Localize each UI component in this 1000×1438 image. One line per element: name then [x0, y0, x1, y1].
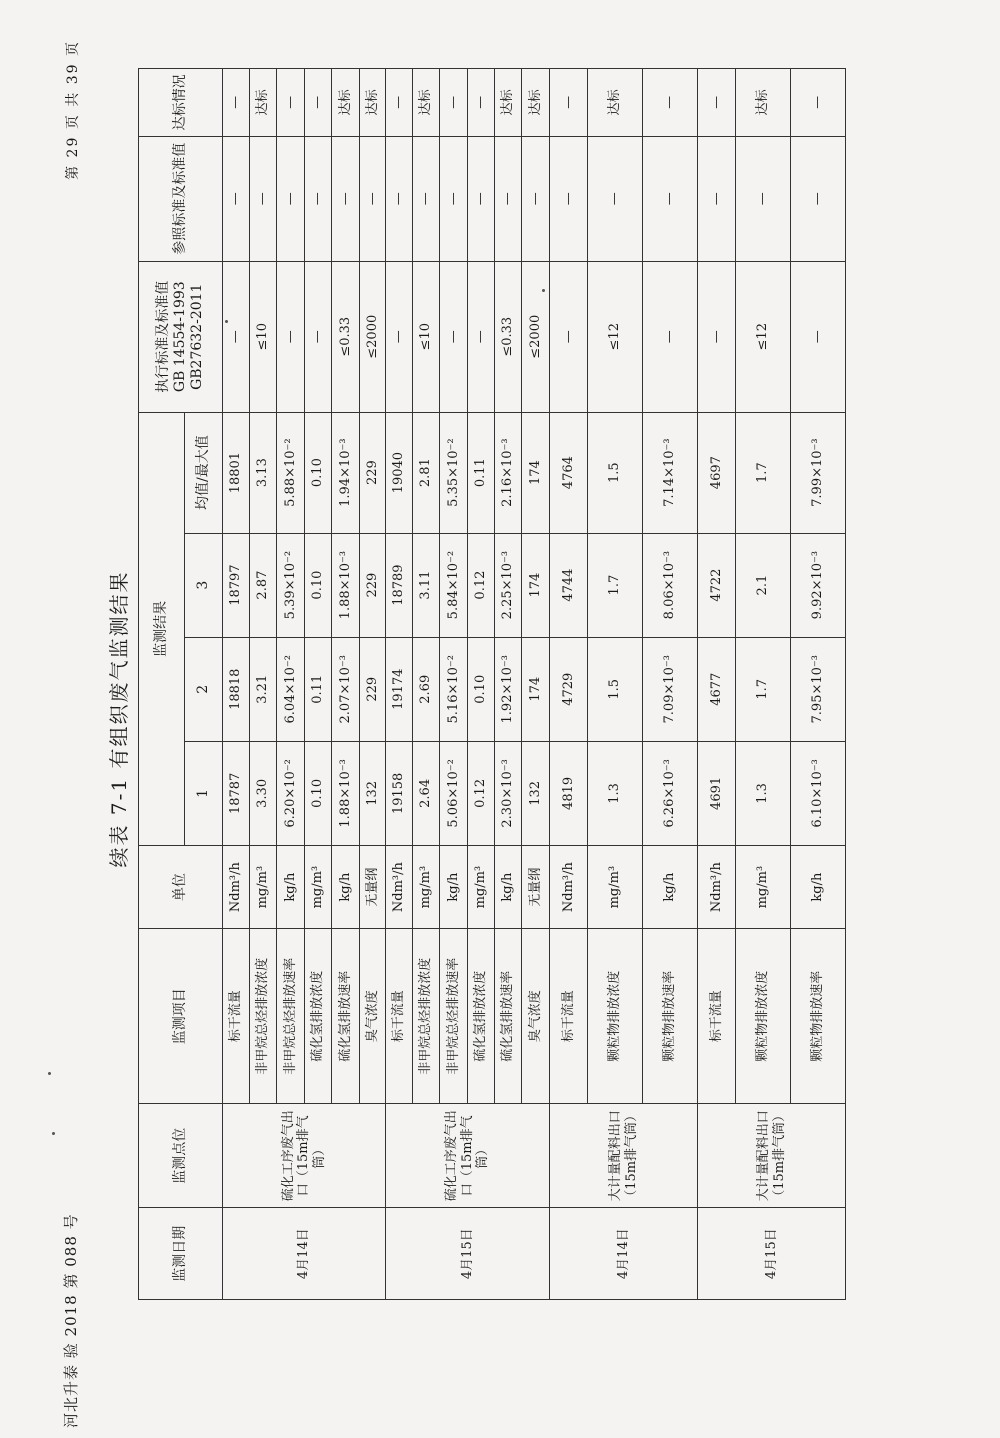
cell-ok: — [223, 69, 250, 137]
cell-item: 标干流量 [223, 929, 250, 1104]
cell-r2: 1.7 [736, 637, 791, 741]
cell-unit: 无量纲 [360, 845, 386, 928]
cell-r2: 1.5 [588, 637, 643, 741]
cell-r1: 2.64 [413, 741, 440, 845]
col-r2: 2 [185, 637, 223, 741]
cell-r2: 3.21 [250, 637, 277, 741]
cell-ok: — [643, 69, 698, 137]
cell-ref: — [250, 136, 277, 261]
cell-item: 硫化氢排放速率 [332, 929, 360, 1104]
cell-item: 非甲烷总烃排放浓度 [413, 929, 440, 1104]
cell-unit: Ndm³/h [386, 845, 413, 928]
cell-r1: 5.06×10⁻² [440, 741, 468, 845]
cell-r1: 0.10 [305, 741, 332, 845]
col-item: 监测项目 [139, 929, 223, 1104]
cell-r1: 6.10×10⁻³ [791, 741, 846, 845]
cell-ref: — [495, 136, 522, 261]
cell-ok: 达标 [413, 69, 440, 137]
cell-std: ≤2000 [360, 261, 386, 412]
cell-std: — [277, 261, 305, 412]
cell-r3: 4744 [550, 533, 588, 637]
cell-ref: — [277, 136, 305, 261]
cell-item: 颗粒物排放浓度 [588, 929, 643, 1104]
cell-r1: 1.3 [588, 741, 643, 845]
cell-item: 臭气浓度 [360, 929, 386, 1104]
cell-unit: Ndm³/h [698, 845, 736, 928]
cell-avg: 19040 [386, 412, 413, 533]
cell-r2: 2.07×10⁻³ [332, 637, 360, 741]
cell-unit: mg/m³ [413, 845, 440, 928]
cell-location: 大计量配料出口（15m排气筒） [698, 1104, 846, 1208]
cell-unit: mg/m³ [736, 845, 791, 928]
cell-r3: 9.92×10⁻³ [791, 533, 846, 637]
cell-item: 硫化氢排放浓度 [468, 929, 495, 1104]
cell-r3: 3.11 [413, 533, 440, 637]
cell-r2: 1.92×10⁻³ [495, 637, 522, 741]
cell-r3: 2.1 [736, 533, 791, 637]
cell-unit: Ndm³/h [550, 845, 588, 928]
cell-ok: 达标 [522, 69, 550, 137]
cell-avg: 2.16×10⁻³ [495, 412, 522, 533]
cell-avg: 229 [360, 412, 386, 533]
speck [542, 289, 545, 292]
cell-r3: 1.88×10⁻³ [332, 533, 360, 637]
cell-r2: 7.09×10⁻³ [643, 637, 698, 741]
cell-ok: 达标 [736, 69, 791, 137]
cell-date: 4月15日 [698, 1208, 846, 1300]
cell-item: 非甲烷总烃排放速率 [440, 929, 468, 1104]
cell-ok: 达标 [250, 69, 277, 137]
table-row [223, 69, 250, 1300]
table-title: 续表 7-1 有组织废气监测结果 [107, 570, 131, 868]
standard-2: GB27632-2011 [188, 283, 205, 390]
cell-ref: — [305, 136, 332, 261]
cell-ok: — [698, 69, 736, 137]
cell-item: 臭气浓度 [522, 929, 550, 1104]
page-info: 第 29 页 共 39 页 [65, 40, 81, 180]
cell-avg: 4764 [550, 412, 588, 533]
cell-ref: — [440, 136, 468, 261]
cell-avg: 0.11 [468, 412, 495, 533]
cell-ok: 达标 [332, 69, 360, 137]
table-body [223, 69, 846, 1300]
cell-std: — [550, 261, 588, 412]
cell-r3: 5.84×10⁻² [440, 533, 468, 637]
cell-unit: kg/h [277, 845, 305, 928]
cell-unit: kg/h [332, 845, 360, 928]
cell-avg: 174 [522, 412, 550, 533]
cell-ref: — [360, 136, 386, 261]
cell-r1: 4819 [550, 741, 588, 845]
cell-unit: kg/h [791, 845, 846, 928]
cell-ok: — [305, 69, 332, 137]
cell-r3: 2.87 [250, 533, 277, 637]
cell-r2: 19174 [386, 637, 413, 741]
cell-avg: 2.81 [413, 412, 440, 533]
cell-std: ≤12 [736, 261, 791, 412]
cell-item: 标干流量 [550, 929, 588, 1104]
cell-r3: 0.10 [305, 533, 332, 637]
cell-r3: 2.25×10⁻³ [495, 533, 522, 637]
cell-r3: 0.12 [468, 533, 495, 637]
standard-title: 执行标准及标准值 [155, 280, 172, 393]
cell-location: 大计量配料出口（15m排气筒） [550, 1104, 698, 1208]
cell-item: 非甲烷总烃排放浓度 [250, 929, 277, 1104]
cell-avg: 3.13 [250, 412, 277, 533]
cell-avg: 5.88×10⁻² [277, 412, 305, 533]
cell-std: — [440, 261, 468, 412]
cell-r2: 4729 [550, 637, 588, 741]
cell-unit: mg/m³ [250, 845, 277, 928]
cell-ok: — [440, 69, 468, 137]
cell-item: 硫化氢排放速率 [495, 929, 522, 1104]
col-unit: 单位 [139, 845, 223, 928]
cell-r3: 18797 [223, 533, 250, 637]
cell-std: ≤0.33 [495, 261, 522, 412]
cell-ok: 达标 [360, 69, 386, 137]
cell-std: ≤10 [250, 261, 277, 412]
cell-r3: 8.06×10⁻³ [643, 533, 698, 637]
cell-r3: 1.7 [588, 533, 643, 637]
cell-r2: 174 [522, 637, 550, 741]
cell-r3: 229 [360, 533, 386, 637]
cell-std: — [305, 261, 332, 412]
cell-unit: kg/h [440, 845, 468, 928]
table-row [386, 69, 413, 1300]
cell-avg: 18801 [223, 412, 250, 533]
cell-r1: 19158 [386, 741, 413, 845]
cell-ok: — [468, 69, 495, 137]
cell-std: — [468, 261, 495, 412]
cell-item: 颗粒物排放速率 [643, 929, 698, 1104]
cell-std: ≤10 [413, 261, 440, 412]
monitoring-results-table [138, 68, 846, 1300]
col-location: 监测点位 [139, 1104, 223, 1208]
cell-date: 4月14日 [550, 1208, 698, 1300]
speck [225, 320, 228, 323]
cell-date: 4月15日 [386, 1208, 550, 1300]
cell-r1: 2.30×10⁻³ [495, 741, 522, 845]
cell-ref: — [550, 136, 588, 261]
cell-r2: 6.04×10⁻² [277, 637, 305, 741]
cell-avg: 7.14×10⁻³ [643, 412, 698, 533]
cell-unit: Ndm³/h [223, 845, 250, 928]
cell-ok: — [791, 69, 846, 137]
cell-r1: 6.20×10⁻² [277, 741, 305, 845]
cell-ok: 达标 [588, 69, 643, 137]
standard-1: GB 14554-1993 [172, 281, 189, 393]
cell-ok: — [277, 69, 305, 137]
cell-ref: — [643, 136, 698, 261]
cell-r2: 229 [360, 637, 386, 741]
cell-std: ≤2000 [522, 261, 550, 412]
cell-r1: 132 [522, 741, 550, 845]
cell-date: 4月14日 [223, 1208, 386, 1300]
cell-ref: — [522, 136, 550, 261]
cell-unit: mg/m³ [468, 845, 495, 928]
cell-r1: 4691 [698, 741, 736, 845]
cell-r3: 4722 [698, 533, 736, 637]
cell-r1: 0.12 [468, 741, 495, 845]
cell-avg: 4697 [698, 412, 736, 533]
cell-std: — [698, 261, 736, 412]
cell-r1: 132 [360, 741, 386, 845]
cell-unit: mg/m³ [588, 845, 643, 928]
cell-ref: — [791, 136, 846, 261]
cell-r2: 4677 [698, 637, 736, 741]
cell-r2: 7.95×10⁻³ [791, 637, 846, 741]
speck [52, 1132, 55, 1135]
cell-ref: — [588, 136, 643, 261]
cell-avg: 1.7 [736, 412, 791, 533]
cell-r1: 1.88×10⁻³ [332, 741, 360, 845]
cell-avg: 0.10 [305, 412, 332, 533]
cell-item: 非甲烷总烃排放速率 [277, 929, 305, 1104]
cell-unit: mg/m³ [305, 845, 332, 928]
cell-ref: — [736, 136, 791, 261]
cell-r1: 18787 [223, 741, 250, 845]
cell-ok: — [386, 69, 413, 137]
cell-ref: — [332, 136, 360, 261]
cell-avg: 1.5 [588, 412, 643, 533]
cell-std: — [386, 261, 413, 412]
cell-std: — [223, 261, 250, 412]
cell-item: 标干流量 [386, 929, 413, 1104]
cell-r2: 18818 [223, 637, 250, 741]
cell-r2: 0.11 [305, 637, 332, 741]
cell-unit: 无量纲 [522, 845, 550, 928]
table-row [698, 69, 736, 1300]
cell-avg: 7.99×10⁻³ [791, 412, 846, 533]
cell-ok: 达标 [495, 69, 522, 137]
col-r3: 3 [185, 533, 223, 637]
cell-ref: — [698, 136, 736, 261]
col-results-group: 监测结果 [139, 412, 185, 845]
cell-r1: 3.30 [250, 741, 277, 845]
report-number: 河北升泰 验 2018 第 088 号 [62, 1213, 80, 1428]
table-row [550, 69, 588, 1300]
cell-r1: 6.26×10⁻³ [643, 741, 698, 845]
cell-r1: 1.3 [736, 741, 791, 845]
col-standard [139, 261, 223, 412]
cell-avg: 5.35×10⁻² [440, 412, 468, 533]
col-avg: 均值/最大值 [185, 412, 223, 533]
col-date: 监测日期 [139, 1208, 223, 1300]
cell-r2: 2.69 [413, 637, 440, 741]
cell-unit: kg/h [495, 845, 522, 928]
cell-item: 标干流量 [698, 929, 736, 1104]
cell-r3: 5.39×10⁻² [277, 533, 305, 637]
cell-item: 颗粒物排放速率 [791, 929, 846, 1104]
col-r1: 1 [185, 741, 223, 845]
cell-std: ≤12 [588, 261, 643, 412]
cell-ref: — [386, 136, 413, 261]
cell-item: 硫化氢排放浓度 [305, 929, 332, 1104]
col-ref: 参照标准及标准值 [139, 136, 223, 261]
cell-ref: — [468, 136, 495, 261]
cell-r2: 5.16×10⁻² [440, 637, 468, 741]
cell-std: — [791, 261, 846, 412]
cell-ref: — [413, 136, 440, 261]
cell-ok: — [550, 69, 588, 137]
cell-std: ≤0.33 [332, 261, 360, 412]
cell-unit: kg/h [643, 845, 698, 928]
col-compliance: 达标情况 [139, 69, 223, 137]
cell-r3: 18789 [386, 533, 413, 637]
cell-r2: 0.10 [468, 637, 495, 741]
cell-location: 硫化工序废气出口（15m排气筒） [386, 1104, 550, 1208]
cell-ref: — [223, 136, 250, 261]
cell-avg: 1.94×10⁻³ [332, 412, 360, 533]
cell-r3: 174 [522, 533, 550, 637]
cell-std: — [643, 261, 698, 412]
speck [48, 1072, 51, 1075]
cell-item: 颗粒物排放浓度 [736, 929, 791, 1104]
cell-location: 硫化工序废气出口（15m排气筒） [223, 1104, 386, 1208]
